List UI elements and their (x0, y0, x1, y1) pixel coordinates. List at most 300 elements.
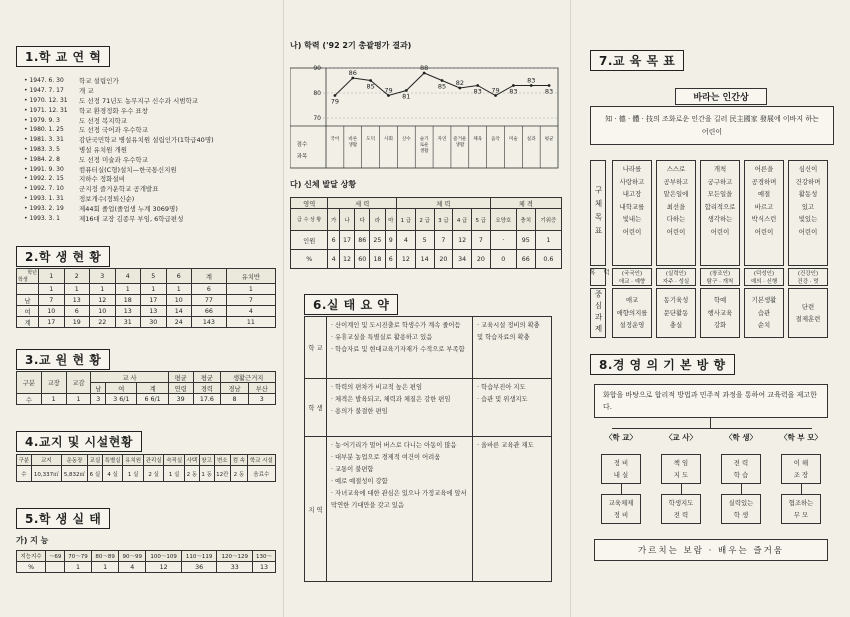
specific-goal-line: 스스로 (666, 165, 686, 173)
teacher-header-cell: 구분 (17, 372, 42, 394)
policy-line: 교육체제 (608, 499, 634, 507)
chart-point (387, 94, 390, 97)
physical-cell: 1 (535, 231, 561, 250)
summary-right-cell (473, 317, 552, 379)
summary-left-item: · 유휴교실을 특별실로 활용하고 있음 (331, 332, 468, 344)
physical-row (291, 231, 562, 250)
summary-left-cell (327, 317, 473, 379)
physical-subheader-cell: 5 급 (471, 209, 490, 231)
chart-point (369, 79, 372, 82)
chart-data-label: 79 (384, 86, 393, 95)
student-status-table (16, 268, 276, 328)
specific-goal-line: 모든일을 (707, 190, 733, 198)
physical-cell: 20 (434, 250, 453, 269)
physical-row-label: 인원 (291, 231, 328, 250)
student-cell: 10 (90, 306, 116, 317)
chart-category-label-part: 생활 (348, 143, 358, 148)
student-header-cell: 계 (192, 269, 227, 284)
student-row (17, 284, 276, 295)
chart-category-label (491, 135, 500, 142)
student-cell: 1 (115, 284, 141, 295)
student-condition-title: 5.학 생 실 태 (16, 508, 110, 529)
motto-box: 가르치는 보람 · 배우는 즐거움 (594, 539, 828, 561)
facility-header-cell: 관리실 (143, 455, 164, 466)
physical-cell: 9 (385, 231, 397, 250)
summary-title: 6.실 태 요 약 (304, 294, 398, 315)
student-cell: 12 (90, 295, 116, 306)
specific-goal-line: 최선을 (666, 202, 686, 211)
facility-header-cell: 운동장 (61, 455, 87, 466)
student-table-corner (17, 269, 39, 284)
specific-goal-line: 사랑하고 (619, 177, 645, 186)
specific-goal-line: 빛내는 (622, 215, 642, 223)
student-row (17, 295, 276, 306)
history-date: • 1947. 6. 30 (24, 77, 79, 84)
management-intro: 화합을 바탕으로 합리적 방법과 민주적 과정을 통하여 교육력을 제고한다. (594, 384, 828, 418)
summary-left-cell (327, 379, 473, 437)
summary-left-item: · 학습자료 및 현대교육기자재가 수적으로 부족함 (331, 344, 468, 356)
history-item (24, 86, 276, 96)
virtue (788, 268, 828, 286)
virtue-line: 애교 · 예향 (618, 279, 646, 285)
history-item (24, 164, 276, 174)
student-cell: 13 (141, 306, 167, 317)
facility-cell: 5,832㎡ (61, 466, 87, 482)
student-cell: 143 (192, 317, 227, 328)
summary-left-cell (327, 437, 473, 582)
physical-row-label: % (291, 250, 328, 269)
core-task-line: 강화 (713, 321, 727, 330)
physical-cell: 14 (415, 250, 434, 269)
history-text: 컴퓨터실(C형)설치—한국통신지원 (79, 165, 177, 174)
chart-category-label-part: 슬기 (419, 137, 429, 142)
chart-x-label: 과목 (296, 154, 308, 160)
chart-category-label-part: 즐거운 (453, 137, 467, 142)
chart-category-label (366, 135, 375, 142)
core-task-line: 동기육성 (663, 296, 689, 305)
achievement-subtitle: 나) 학력 ('92 2기 총괄평가 결과) (290, 41, 412, 50)
chart-point (441, 79, 444, 82)
physical-subheader-cell: 마 (385, 209, 397, 231)
student-cell: 22 (90, 317, 116, 328)
iq-cell: 36 (181, 562, 217, 573)
physical-subheader-cell: 다 (355, 209, 370, 231)
teacher-header-cell: 평균 (193, 372, 221, 383)
specific-goal-line: 어른을 (754, 165, 774, 173)
history-date: • 1983. 3. 5 (24, 146, 79, 153)
physical-cell: · (490, 231, 516, 250)
specific-goal-line: 있고 (801, 202, 815, 211)
policy-line: 학 습 (733, 471, 749, 479)
chart-category-label-part: 산수 (401, 137, 411, 142)
physical-subheader-cell: 1 급 (397, 209, 416, 231)
facility-cell: 2 실 (143, 466, 164, 482)
history-item (24, 105, 276, 115)
core-task-line: 순치 (757, 321, 771, 330)
chart-point (405, 89, 408, 92)
summary-row-label: 지 역 (305, 437, 327, 582)
facility-header-cell: 특별실 (102, 455, 123, 466)
summary-left-item: · 학력의 편차가 비교적 높은 편임 (331, 382, 468, 394)
physical-header-cell: 체 격 (490, 198, 561, 209)
achievement-line-chart (290, 64, 562, 172)
physical-cell: 7 (471, 231, 490, 250)
summary-right-item: · 학습부진아 지도 (477, 382, 547, 394)
iq-cell: 4 (119, 562, 146, 573)
history-list (24, 76, 276, 223)
student-cell: 30 (141, 317, 167, 328)
school-history-title: 1.학 교 연 혁 (16, 46, 110, 67)
summary-left-item: · 예로 예절성이 강함 (331, 476, 468, 488)
chart-category-label-part: 체육 (473, 137, 483, 142)
physical-subheader-cell: 3 급 (434, 209, 453, 231)
physical-cell: 20 (471, 250, 490, 269)
history-date: • 1979. 9. 3 (24, 117, 79, 124)
history-date: • 1981. 3. 31 (24, 136, 79, 143)
chart-category-label-part: 실과 (526, 137, 536, 142)
physical-cell: 34 (453, 250, 472, 269)
teacher-subheader-cell: 연령 (168, 383, 193, 394)
iq-header-cell: 100～109 (146, 551, 182, 562)
physical-cell: 12 (339, 250, 354, 269)
history-item (24, 194, 276, 204)
chart-y-tick: 80 (313, 90, 321, 97)
specific-goal-line: 빛있는 (798, 215, 818, 223)
history-text: 도 선정 미술과 우수학교 (79, 155, 148, 164)
teacher-cell: 3 (91, 394, 106, 405)
history-item (24, 154, 276, 164)
facility-header-cell: 변소 (214, 455, 231, 466)
student-cell: 6 (64, 306, 90, 317)
iq-cell: 33 (217, 562, 253, 573)
physical-cell: 60 (355, 250, 370, 269)
physical-subheader-cell: 나 (339, 209, 354, 231)
student-cell: 1 (226, 284, 275, 295)
specific-goal (700, 160, 740, 266)
summary-left-item: · 체격은 발육되고, 체력과 체질은 강한 편임 (331, 394, 468, 406)
chart-category-label-part: 사회 (384, 137, 393, 142)
iq-header-cell: 80～89 (92, 551, 119, 562)
virtue-line: 예의 · 신행 (750, 279, 778, 285)
summary-left-item: · 용의가 불결한 편임 (331, 406, 468, 418)
specific-goal-line: 공경하며 (751, 177, 777, 186)
summary-left-item: · 자녀교육에 대한 관심은 있으나 가정교육에 앞서 막연한 기대만을 갖고 있음 (331, 488, 468, 512)
history-text: 도 선정 71년도 농무지구 신수과 시범학교 (79, 96, 199, 105)
history-text: 도 선정 국어과 우수학교 (79, 126, 148, 135)
policy-line: 전 력 (673, 511, 689, 519)
history-date: • 1992. 7. 10 (24, 185, 79, 192)
iq-cell: 13 (253, 562, 276, 573)
history-text: 도 선정 복지학교 (79, 116, 128, 125)
specific-goal (656, 160, 696, 266)
teacher-subheader-cell: 부산 (248, 383, 275, 394)
core-task-line: 문단활동 (663, 308, 689, 317)
physical-subheader-cell: 2 급 (415, 209, 434, 231)
facility-cell: 2 동 (231, 466, 248, 482)
chart-category-label-part: 국어 (330, 137, 340, 142)
core-task-line: 애교 (625, 296, 639, 305)
summary-right-item: · 교육시설 정비의 확충 및 학습자료의 확충 (477, 320, 547, 344)
student-cell: 24 (166, 317, 192, 328)
summary-right-item: · 올바른 교육관 재도 (477, 440, 547, 452)
teacher-status-title: 3.교 원 현 황 (16, 349, 110, 370)
specific-goal-line: 활동성 (798, 190, 818, 198)
chart-category-label-part: 자연 (437, 137, 447, 142)
virtue-line: (건강인) (797, 271, 819, 277)
chart-category-label (509, 135, 518, 142)
chart-category-label-part: 바른 (348, 137, 358, 142)
facility-row (17, 466, 276, 482)
student-cell: 13 (64, 295, 90, 306)
summary-left-item: · 대부분 농업으로 경제적 여건이 어려움 (331, 452, 468, 464)
chart-point (548, 84, 551, 87)
teacher-cell: 1 (66, 394, 91, 405)
virtue-line: 자주 · 성실 (662, 279, 690, 285)
facility-cell: 음료수 (247, 466, 275, 482)
physical-cell: 12 (453, 231, 472, 250)
policy-group-title: 〈학 부 모〉 (780, 433, 822, 442)
facility-cell: 1 실 (123, 466, 144, 482)
teacher-cell: 수 (17, 394, 42, 405)
facility-header-cell: 교실 (88, 455, 103, 466)
ideal-person-text: 知 · 德 · 體 · 技의 조화로운 인간을 길러 民主國家 發展에 이바지 하는 어린이 (590, 106, 834, 145)
summary-right-cell (473, 437, 552, 582)
history-item (24, 174, 276, 184)
facility-cell: 10,337㎡ (31, 466, 61, 482)
facility-cell: 6 실 (88, 466, 103, 482)
history-text: 제16대 교장 김종무 부임, 6학급편성 (79, 214, 184, 223)
student-header-cell: 5 (141, 269, 167, 284)
history-text: 학교 환경정화 우수 표창 (79, 106, 148, 115)
facility-header-cell: 사택 (184, 455, 199, 466)
teacher-header-cell: 교장 (41, 372, 66, 394)
teacher-subheader-cell: 경남 (221, 383, 248, 394)
iq-cell: 12 (146, 562, 182, 573)
physical-subheader-cell: 4 급 (453, 209, 472, 231)
student-header-cell: 4 (115, 269, 141, 284)
virtue-label (588, 268, 609, 286)
teacher-subheader-cell: 계 (137, 383, 168, 394)
student-cell: 17 (141, 295, 167, 306)
student-cell: 77 (192, 295, 227, 306)
teacher-cell: 6 6/1 (137, 394, 168, 405)
core-task-line: 설정운영 (619, 321, 645, 330)
student-row-label: 남 (17, 295, 39, 306)
specific-goal-line: 어린이 (710, 227, 730, 236)
chart-point (458, 87, 461, 90)
physical-subheader-cell: 가 (328, 209, 340, 231)
chart-category-label (402, 135, 411, 142)
physical-header-cell: 영역 (291, 198, 328, 209)
facility-status-title: 4.교지 및 시설현황 (16, 431, 142, 452)
policy-box (781, 494, 821, 524)
history-text: 제44회 졸업(졸업생 누계 3069명) (79, 204, 178, 213)
student-row (17, 317, 276, 328)
core-task (612, 288, 652, 338)
student-cell: 7 (39, 295, 65, 306)
specific-goal-line: 궁구하고 (707, 177, 733, 186)
physical-cell: 86 (355, 231, 370, 250)
iq-cell (46, 562, 65, 573)
history-text: 병설 유치원 개원 (79, 145, 128, 154)
chart-data-label: 83 (544, 87, 554, 96)
core-task (656, 288, 696, 338)
chart-point (512, 84, 515, 87)
chart-point (423, 72, 426, 75)
core-task (788, 288, 828, 338)
specific-goal-line: 나라를 (622, 165, 642, 173)
right-column (582, 0, 840, 617)
student-cell: 4 (226, 306, 275, 317)
facility-header-cell: 컴 속 (231, 455, 248, 466)
teacher-data-row (17, 394, 276, 405)
student-cell: 1 (141, 284, 167, 295)
history-item (24, 203, 276, 213)
left-column (14, 0, 276, 617)
student-cell: 31 (115, 317, 141, 328)
chart-data-label: 83 (527, 76, 536, 85)
physical-cell: 18 (370, 250, 385, 269)
core-task-line: 기본생활 (751, 296, 777, 305)
physical-subtitle: 다) 신체 발달 상황 (290, 180, 357, 189)
student-header-cell: 3 (90, 269, 116, 284)
facility-cell: 4 실 (102, 466, 123, 482)
summary-row (305, 379, 552, 437)
physical-cell: 17 (339, 231, 354, 250)
chart-point (351, 77, 354, 80)
policy-line: 지 도 (673, 471, 689, 479)
corner-bottom-label: 학생 (18, 277, 28, 283)
specific-goal-line: 다하는 (666, 215, 686, 223)
summary-row (305, 437, 552, 582)
summary-left-item: · 농·어기리가 멀어 버스로 다니는 아동이 많음 (331, 440, 468, 452)
history-date: • 1980. 1. 25 (24, 126, 79, 133)
chart-category-label (453, 135, 467, 148)
virtue-label-text: 덕목 (588, 269, 609, 279)
specific-goal-line: 건강하며 (795, 177, 821, 186)
iq-header-cell: 120～129 (217, 551, 253, 562)
student-cell: 18 (115, 295, 141, 306)
specific-goal-line: 내고장 (622, 190, 642, 198)
core-task-line: 단련 (801, 302, 815, 311)
summary-left-item: · 교통이 불편함 (331, 464, 468, 476)
chart-category-label (527, 135, 536, 142)
specific-goal-line: 바르고 (754, 202, 774, 211)
teacher-cell: 3 (248, 394, 275, 405)
policy-line: 전 력 (733, 459, 749, 467)
student-header-cell: 2 (64, 269, 90, 284)
virtue (744, 268, 784, 286)
policy-box (601, 494, 641, 524)
virtue-line: (창조인) (709, 271, 731, 277)
student-cell: 13 (115, 306, 141, 317)
core-task-line: 절제훈련 (795, 315, 821, 323)
teacher-cell: 39 (168, 394, 193, 405)
physical-corner-cell: 급 수 상 황 (291, 209, 328, 231)
facility-header-cell: 학교 시설 (247, 455, 275, 466)
virtue-line: 탐구 · 개척 (706, 279, 734, 285)
facility-cell: 12칸 (214, 466, 231, 482)
policy-box (661, 494, 701, 524)
specific-goal-label (590, 160, 606, 266)
iq-cell: % (17, 562, 46, 573)
chart-category-label (330, 135, 339, 142)
policy-line: 실력있는 (728, 499, 754, 507)
chart-y-tick: 70 (313, 115, 321, 122)
iq-header-cell: 70～79 (64, 551, 91, 562)
policy-line: 정 비 (613, 511, 629, 519)
chart-data-label: 79 (330, 97, 340, 106)
core-task-line: 행사교육 (707, 308, 733, 317)
specific-goal (744, 160, 784, 266)
chart-point (530, 84, 533, 87)
physical-cell: 66 (516, 250, 535, 269)
history-text: 학교 설립인가 (79, 77, 119, 86)
chart-category-label (545, 135, 554, 142)
physical-cell: 4 (397, 231, 416, 250)
specific-goal (788, 160, 828, 266)
virtue-line: (실력인) (665, 271, 687, 277)
teacher-cell: 3 6/1 (106, 394, 137, 405)
ideal-person-title: 바라는 인간상 (675, 88, 767, 105)
facility-header-cell: 교지 (31, 455, 61, 466)
history-text: 지하수 정화설비 (79, 175, 126, 184)
student-header-cell: 유치반 (226, 269, 275, 284)
physical-header-cell: 체 력 (397, 198, 491, 209)
history-item (24, 135, 276, 145)
history-text: 감단국민학교 병설유치원 설립인가(1학급40명) (79, 136, 214, 145)
virtue-line: 건강 · 멋 (797, 279, 819, 285)
history-text: 개 교 (79, 87, 94, 96)
chart-category-label-part: 로운 (419, 143, 429, 148)
teacher-header-cell: 생활근거지 (221, 372, 276, 383)
policy-box (721, 494, 761, 524)
core-task-line: 습관 (757, 308, 771, 317)
physical-cell: 0.6 (535, 250, 561, 269)
specific-goal-line: 어린이 (754, 227, 774, 236)
chart-category-label (438, 135, 447, 142)
teacher-status-table (16, 371, 276, 405)
chart-data-label: 88 (420, 64, 429, 72)
history-item (24, 96, 276, 106)
summary-row (305, 317, 552, 379)
teacher-subheader-cell: 남 (91, 383, 106, 394)
student-header-cell: 6 (166, 269, 192, 284)
teacher-header-cell: 교감 (66, 372, 91, 394)
virtue (656, 268, 696, 286)
specific-goal (612, 160, 652, 266)
history-item (24, 213, 276, 223)
chart-category-label-part: 미술 (508, 137, 518, 142)
iq-row (17, 562, 276, 573)
physical-cell: 5 (415, 231, 434, 250)
teacher-subheader-cell: 여 (106, 383, 137, 394)
facility-status-table (16, 454, 276, 482)
specific-goal-line: 어린이 (666, 227, 686, 236)
summary-left-item: · 산이계인 및 도시진출로 학생수가 계속 줄어듬 (331, 320, 468, 332)
student-cell: 11 (226, 317, 275, 328)
chart-category-label (384, 135, 393, 142)
iq-header-cell: 90～99 (119, 551, 146, 562)
policy-line: 학 생 (733, 511, 749, 519)
corner-top-label: 학년 (27, 270, 37, 276)
core-task-line: 충실 (669, 321, 683, 330)
policy-line: 무 모 (793, 511, 809, 519)
summary-right-cell (473, 379, 552, 437)
teacher-cell: 1 (41, 394, 66, 405)
student-cell: 66 (192, 306, 227, 317)
student-cell: 1 (39, 284, 65, 295)
